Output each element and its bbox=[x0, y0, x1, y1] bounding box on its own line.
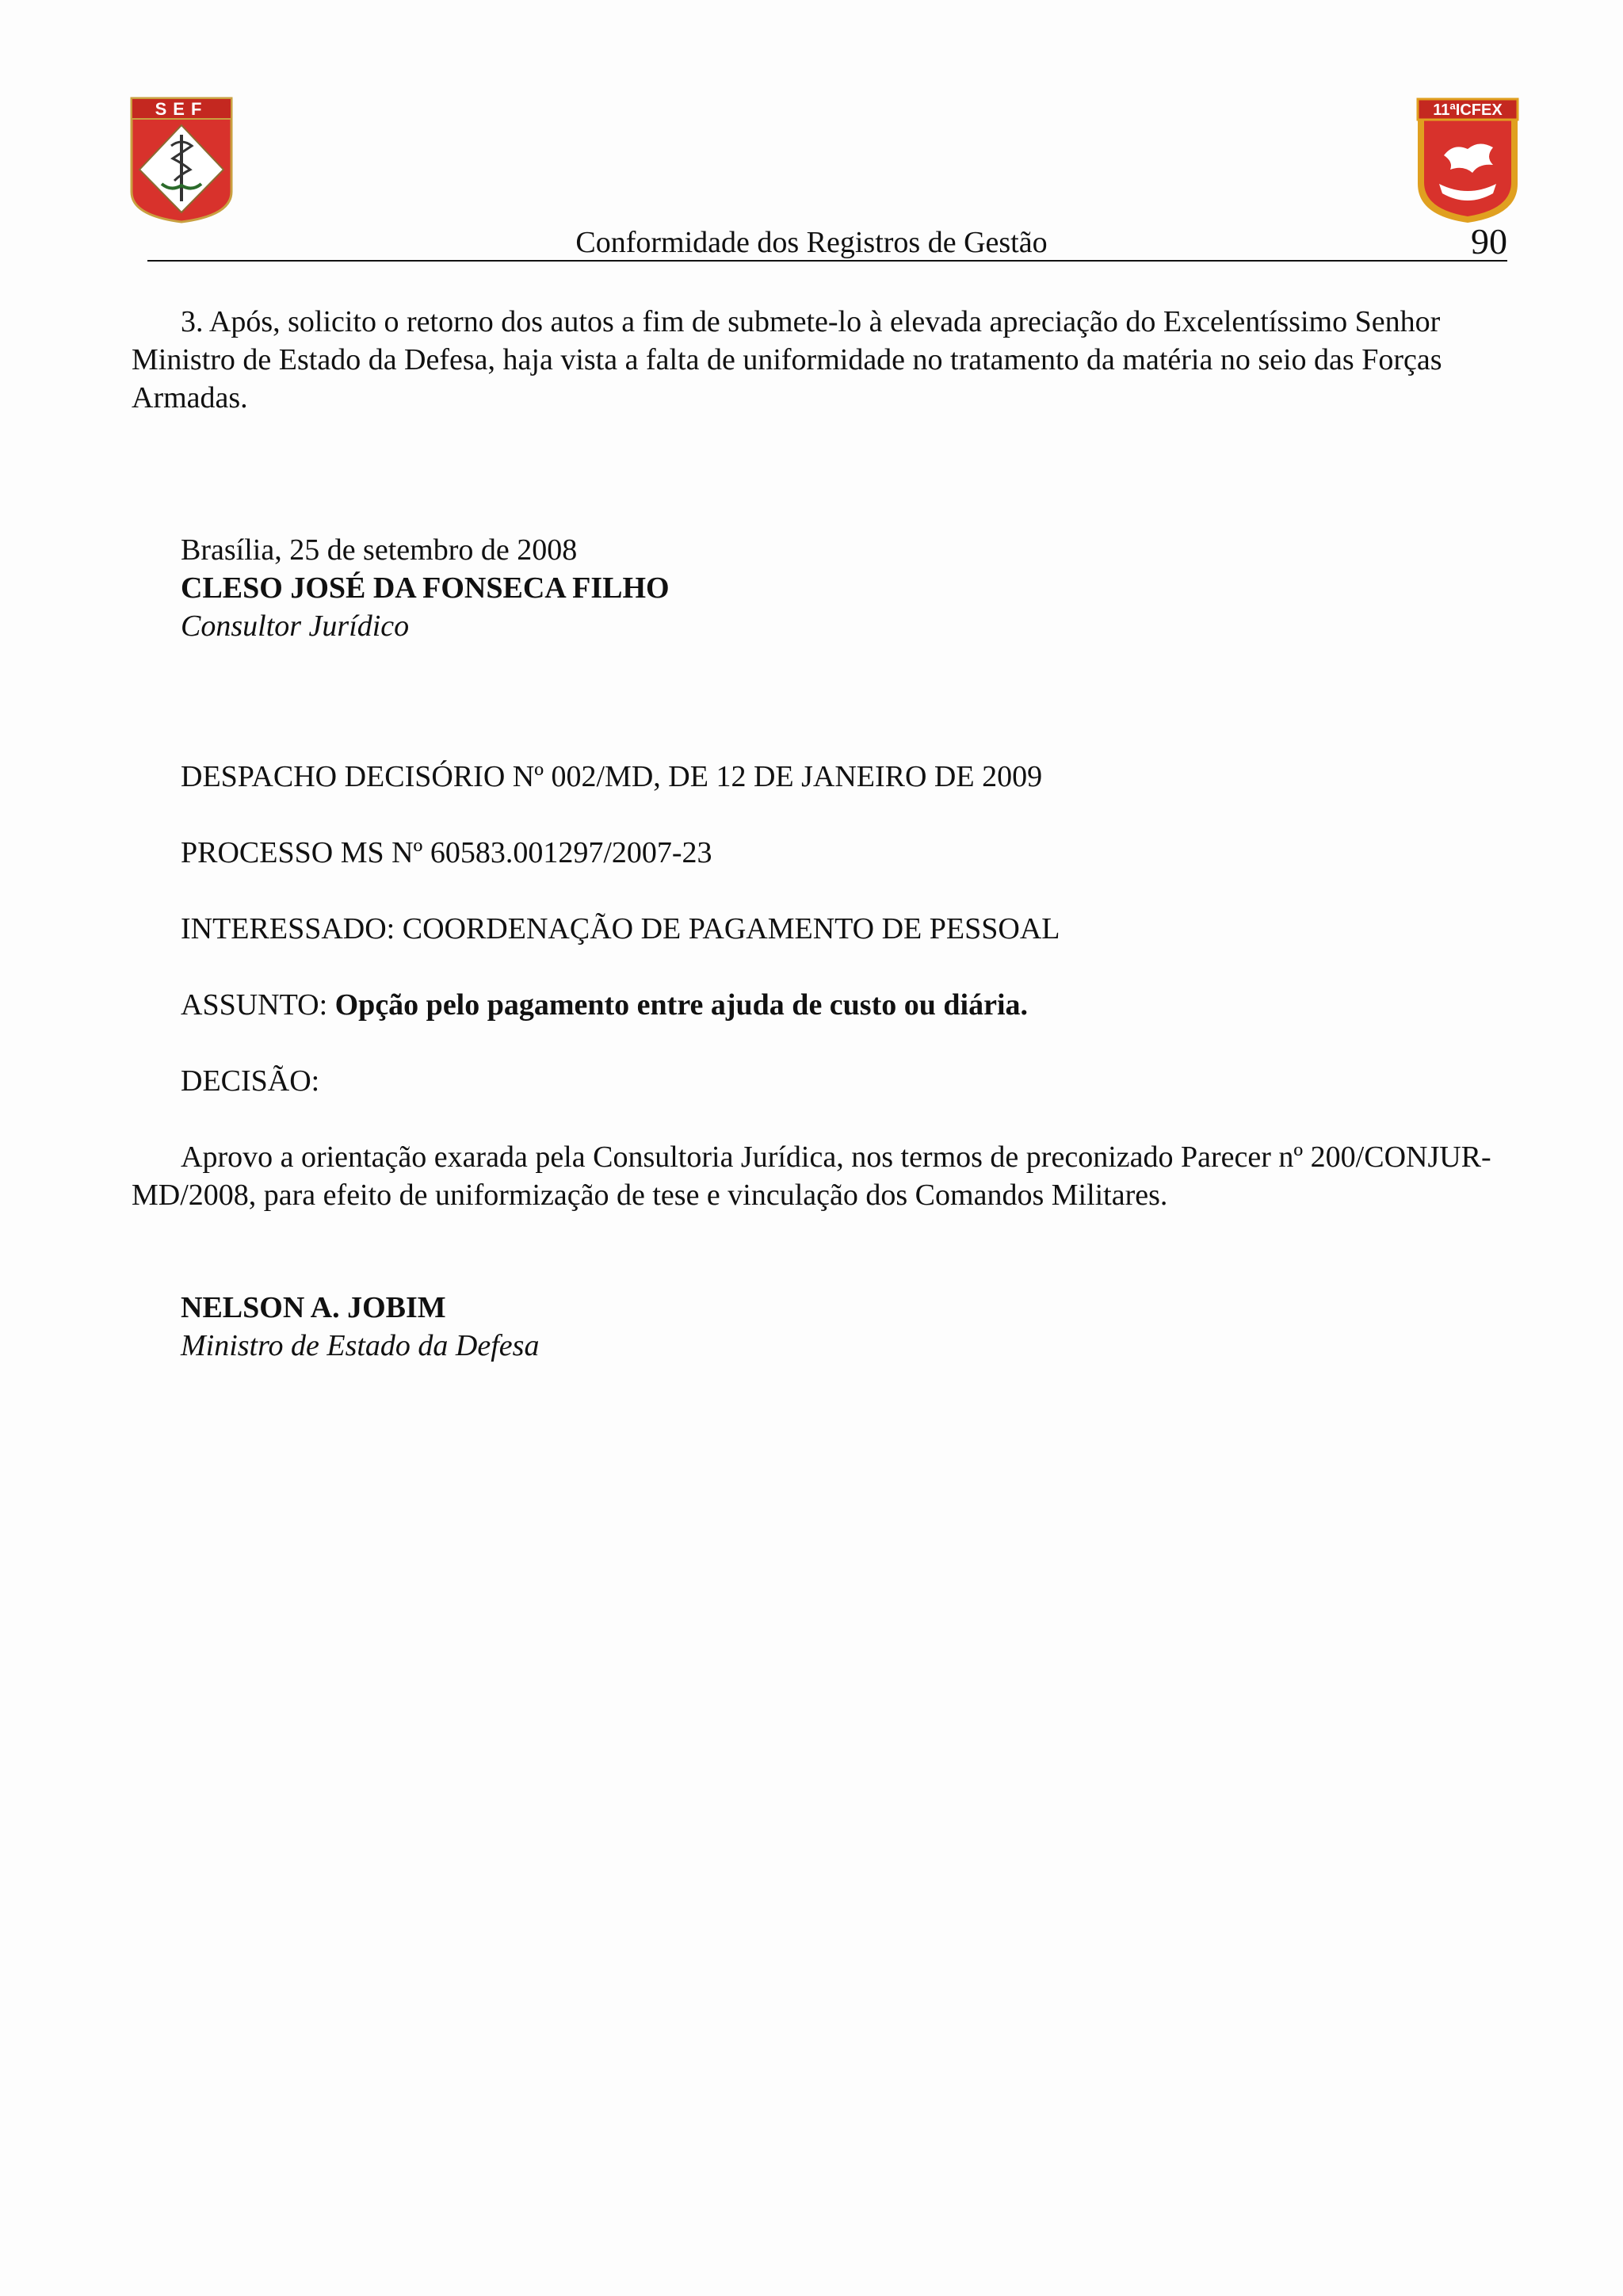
signer2-name: NELSON A. JOBIM bbox=[181, 1291, 446, 1324]
icfex-shield-icon bbox=[1415, 97, 1520, 225]
signer2-title: Ministro de Estado da Defesa bbox=[181, 1329, 540, 1362]
interessado-line: INTERESSADO: COORDENAÇÃO DE PAGAMENTO DE PESSOAL bbox=[181, 912, 1060, 946]
sef-emblem-text: SEF bbox=[155, 99, 208, 119]
sef-shield-icon bbox=[130, 97, 233, 223]
decisao-paragraph: Aprovo a orientação exarada pela Consultoria Jurídica, nos termos de preconizado Parecer nº 200/CONJUR-MD/2008, para efeito de uniformização de tese e vinculação dos Comandos Militares. bbox=[132, 1140, 1491, 1212]
icfex-emblem-logo bbox=[1415, 97, 1520, 225]
assunto-value: Opção pelo pagamento entre ajuda de custo ou diária. bbox=[334, 988, 1028, 1022]
page-number: 90 bbox=[1471, 221, 1507, 262]
icfex-emblem-text: 11ªICFEX bbox=[1433, 101, 1503, 119]
assunto-line bbox=[181, 986, 1028, 1024]
processo-line: PROCESSO MS Nº 60583.001297/2007-23 bbox=[181, 836, 712, 869]
signer1-name: CLESO JOSÉ DA FONSECA FILHO bbox=[181, 571, 670, 605]
despacho-heading: DESPACHO DECISÓRIO Nº 002/MD, DE 12 DE JANEIRO DE 2009 bbox=[181, 760, 1043, 793]
assunto-label: ASSUNTO: bbox=[181, 988, 328, 1022]
paragraph-3: 3. Após, solicito o retorno dos autos a fim de submete-lo à elevada apreciação do Excelentíssimo Senhor Ministro de Estado da Defesa, haja vista a falta de uniformidade no tratamento da matéria no seio das Forças Armadas. bbox=[132, 305, 1442, 415]
signer1-title: Consultor Jurídico bbox=[181, 609, 410, 643]
document-header-title: Conformidade dos Registros de Gestão bbox=[575, 226, 1048, 259]
sef-emblem-logo bbox=[130, 97, 233, 223]
date-line: Brasília, 25 de setembro de 2008 bbox=[181, 533, 578, 567]
header-divider bbox=[147, 260, 1507, 262]
decisao-label: DECISÃO: bbox=[181, 1064, 320, 1098]
